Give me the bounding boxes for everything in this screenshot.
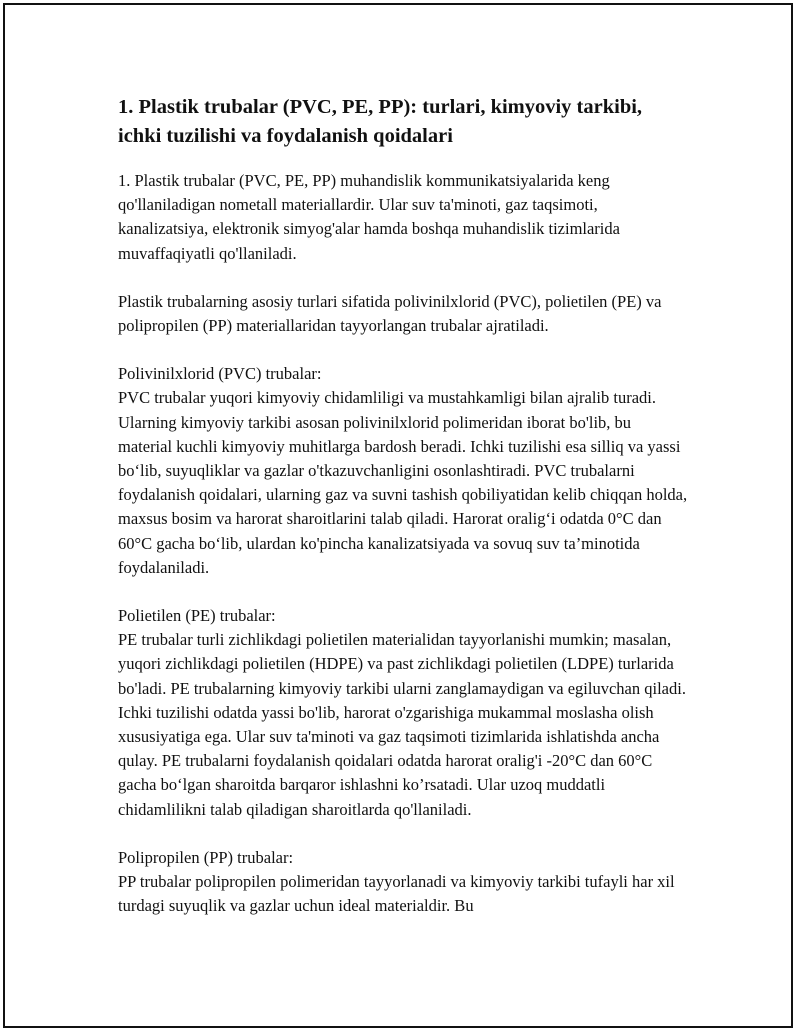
section-body-pvc: PVC trubalar yuqori kimyoviy chidamliligi va mustahkamligi bilan ajralib turadi. Ularning kimyoviy tarkibi asosan polivinilxlorid polimeridan iborat bo'lib, bu material kuchli kimyoviy muhitlarga bardosh beradi. Ichki tuzilishi esa silliq va yassi bo‘lib, suyuqliklar va gazlar o'tkazuvchanligini osonlashtiradi. PVC trubalarni foydalanish qoidalari, ularning gaz va suvni tashish qobiliyatidan kelib chiqqan holda, maxsus bosim va harorat sharoitlarini talab qiladi. Harorat oralig‘i odatda 0°C dan 60°C gacha bo‘lib, ulardan ko'pincha kanalizatsiyada va sovuq suv ta’minotida foydalaniladi.: [118, 388, 688, 577]
section-heading-pp: Polipropilen (PP) trubalar:: [118, 847, 294, 867]
types-paragraph-block: [118, 290, 688, 338]
types-paragraph: Plastik trubalarning asosiy turlari sifatida polivinilxlorid (PVC), polietilen (PE) va polipropilen (PP) materiallaridan tayyorlangan trubalar ajratiladi.: [118, 291, 662, 336]
intro-paragraph: 1. Plastik trubalar (PVC, PE, PP) muhandislik kommunikatsiyalarida keng qo'llaniladigan nometall materiallardir. Ular suv ta'minoti, gaz taqsimoti, kanalizatsiya, elektronik simyog'alar hamda boshqa muhandislik tizimlarida muvaffaqiyatli qo'llaniladi.: [118, 171, 620, 263]
section-pvc: [118, 362, 688, 580]
section-heading-pvc: Polivinilxlorid (PVC) trubalar:: [118, 364, 322, 384]
section-body-pp: PP trubalar polipropilen polimeridan tayyorlanadi va kimyoviy tarkibi tufayli har xil turdagi suyuqlik va gazlar uchun ideal materialdir. Bu: [118, 872, 675, 916]
section-body-pe: PE trubalar turli zichlikdagi polietilen materialidan tayyorlanishi mumkin; masalan, yuqori zichlikdagi polietilen (HDPE) va past zichlikdagi polietilen (LDPE) turlarida bo'ladi. PE trubalarning kimyoviy tarkibi ularni zanglamaydigan va egiluvchan qiladi. Ichki tuzilishi odatda yassi bo'lib, harorat o'zgarishiga mukammal moslasha olish xususiyatiga ega. Ular suv ta'minoti va gaz taqsimoti tizimlarida ishlatishda ancha qulay. PE trubalarni foydalanish qoidalari odatda harorat oralig'i -20°C dan 60°C gacha bo‘lgan sharoitda barqaror ishlashni ko’rsatadi. Ular uzoq muddatli chidamlilikni talab qiladigan sharoitlarda qo'llaniladi.: [118, 630, 686, 819]
section-pp: [118, 846, 688, 919]
intro-paragraph-block: [118, 169, 688, 266]
document-body: [118, 93, 688, 942]
document-title: 1. Plastik trubalar (PVC, PE, PP): turlari, kimyoviy tarkibi, ichki tuzilishi va foydalanish qoidalari: [118, 96, 643, 147]
section-pe: [118, 604, 688, 822]
section-heading-pe: Polietilen (PE) trubalar:: [118, 606, 276, 626]
